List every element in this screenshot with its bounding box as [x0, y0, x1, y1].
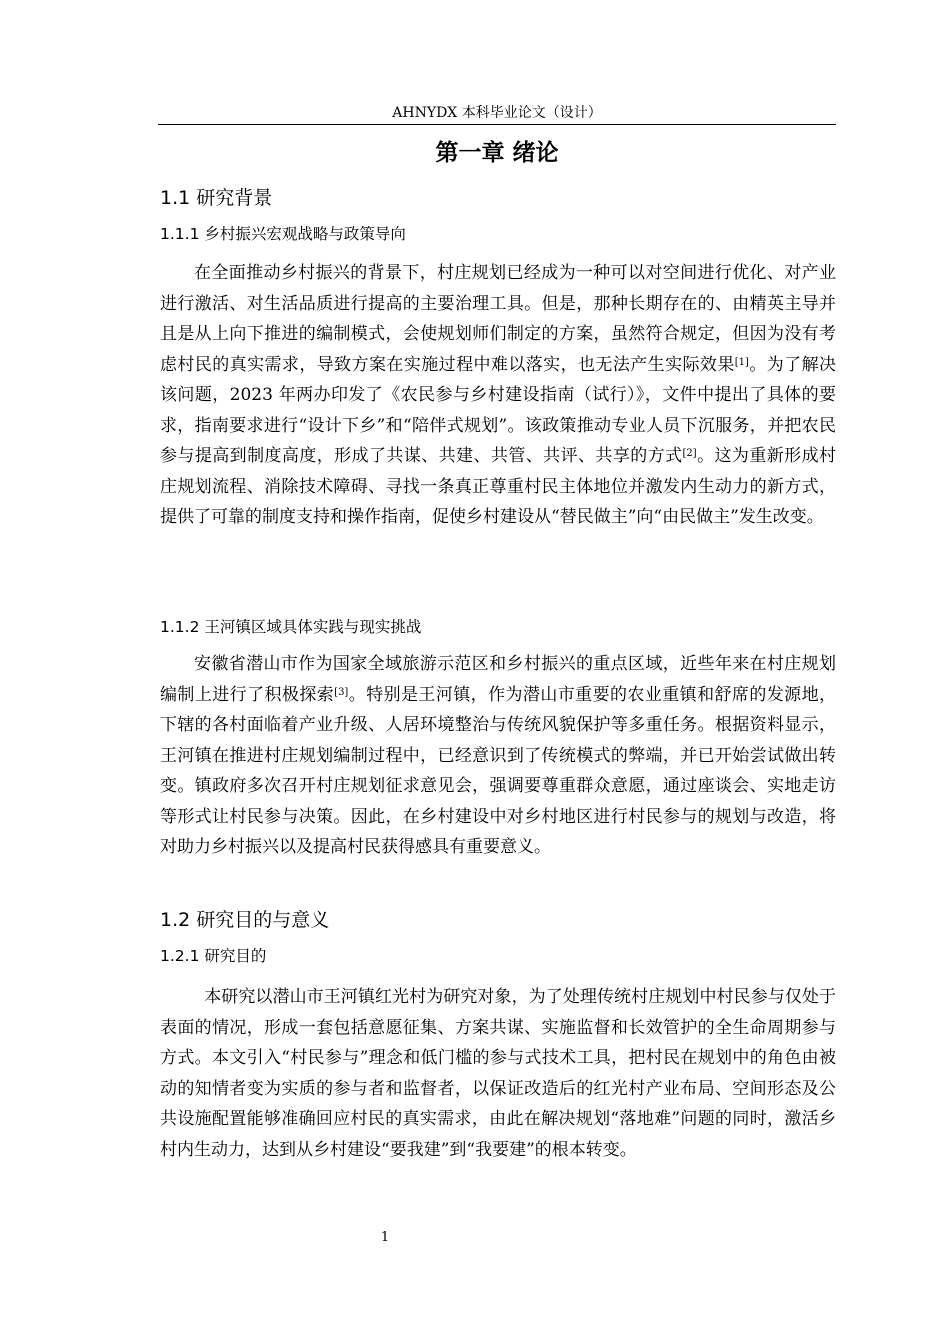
subsection-heading-1-1-1: 1.1.1 乡村振兴宏观战略与政策导向 [160, 225, 406, 243]
paragraph-1-2-1 [160, 982, 836, 1165]
section-heading-1-2: 1.2 研究目的与意义 [160, 909, 330, 931]
paragraph-1-1-2 [160, 649, 836, 863]
paragraph-text: 在全面推动乡村振兴的背景下，村庄规划已经成为一种可以对空间进行优化、对产业进行激活、对生活品质进行提高的主要治理工具。但是，那种长期存在的、由精英主导并且是从上向下推进的编制模式，会使规划师们制定的方案，虽然符合规定，但因为没有考虑村民的真实需求，导致方案在实施过程中难以落实，也无法产生实际效果 [160, 263, 836, 375]
section-heading-1-1: 1.1 研究背景 [160, 187, 273, 209]
running-header: AHNYDX 本科毕业论文（设计） [392, 105, 602, 121]
header-rule [158, 124, 836, 125]
paragraph-text: 本研究以潜山市王河镇红光村为研究对象，为了处理传统村庄规划中村民参与仅处于表面的情况，形成一套包括意愿征集、方案共谋、实施监督和长效管护的全生命周期参与方式。本文引入“村民参与”理念和低门槛的参与式技术工具，把村民在规划中的角色由被动的知情者变为实质的参与者和监督者，以保证改造后的红光村产业布局、空间形态及公共设施配置能够准确回应村民的真实需求，由此在解决规划“落地难”问题的同时，激活乡村内生动力，达到从乡村建设“要我建”到“我要建”的根本转变。 [160, 987, 836, 1160]
subsection-heading-1-1-2: 1.1.2 王河镇区域具体实践与现实挑战 [160, 618, 422, 636]
citation-3: [3] [334, 686, 349, 698]
paragraph-text: 。为了解决该问题，2023 年两办印发了《农民参与乡村建设指南（试行）》，文件中提出了具体的要求，指南要求进行“设计下乡”和“陪伴式规划”。该政策推动专业人员下沉服务，并把农民参与提高到制度高度，形成了共谋、共建、共管、共评、共享的方式 [160, 354, 837, 466]
paragraph-text: 。这为重新形成村庄规划流程、消除技术障碍、寻找一条真正尊重村民主体地位并激发内生动力的新方式，提供了可靠的制度支持和操作指南，促使乡村建设从“替民做主”向“由民做主”发生改变。 [160, 446, 837, 527]
citation-2: [2] [682, 448, 697, 459]
citation-1: [1] [734, 356, 749, 368]
chapter-title: 第一章 绪论 [435, 140, 559, 166]
paragraph-text: 安徽省潜山市作为国家全域旅游示范区和乡村振兴的重点区域，近些年来在村庄规划编制上进行了积极探索 [160, 654, 836, 705]
paragraph-text: 。特别是王河镇，作为潜山市重要的农业重镇和舒席的发源地，下辖的各村面临着产业升级、人居环境整治与传统风貌保护等多重任务。根据资料显示，王河镇在推进村庄规划编制过程中，已经意识到了传统模式的弊端，并已开始尝试做出转变。镇政府多次召开村庄规划征求意见会，强调要尊重群众意愿，通过座谈会、实地走访等形式让村民参与决策。因此，在乡村建设中对乡村地区进行村民参与的规划与改造，将对助力乡村振兴以及提高村民获得感具有重要意义。 [160, 684, 837, 857]
page-number: 1 [380, 1230, 390, 1245]
paragraph-1-1-1 [160, 258, 836, 533]
subsection-heading-1-2-1: 1.2.1 研究目的 [160, 947, 267, 965]
